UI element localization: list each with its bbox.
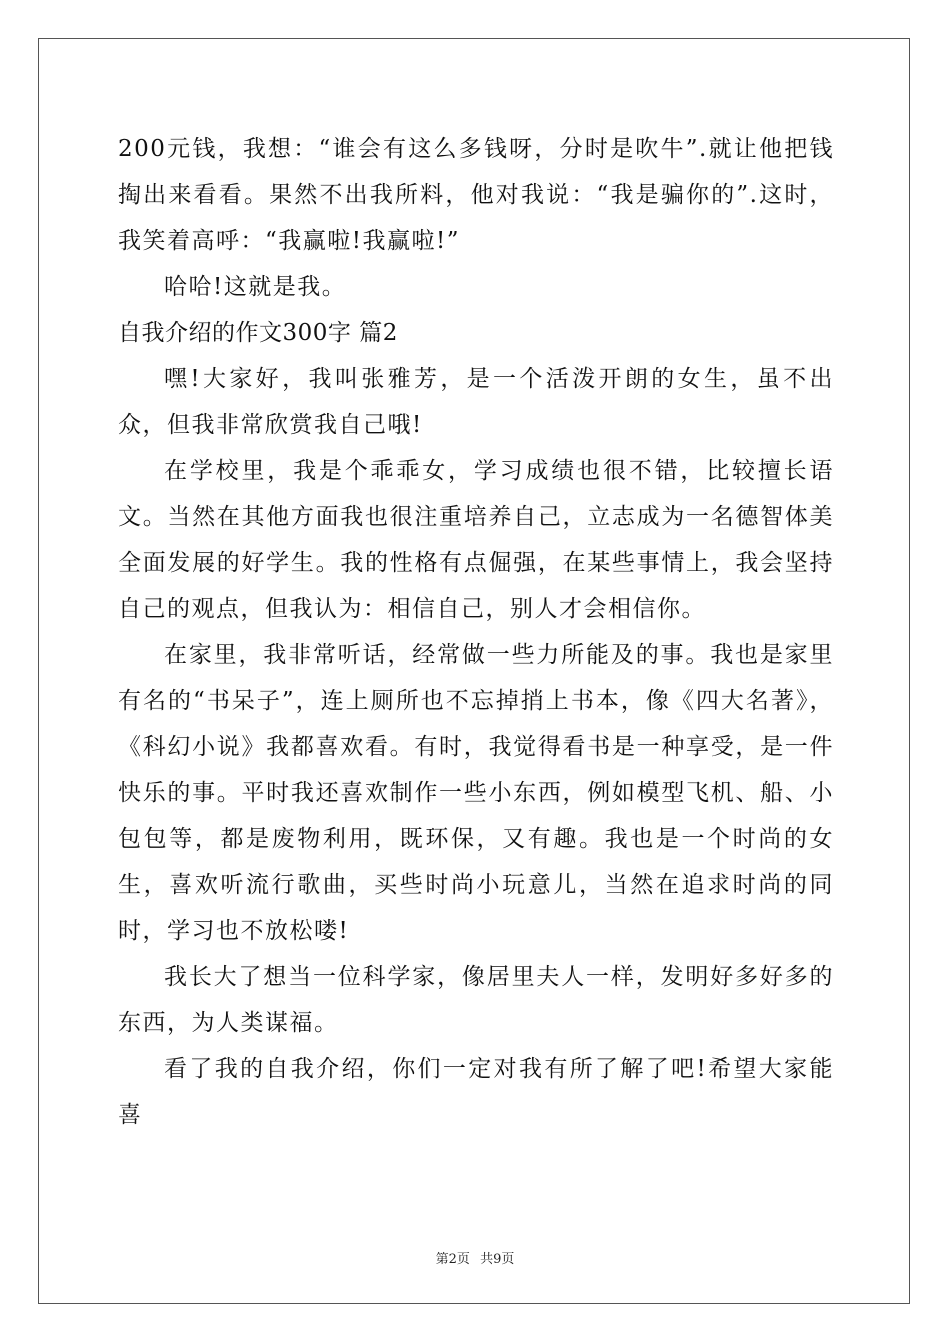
page-footer (0, 1248, 950, 1267)
page-total: 共9页 (480, 1252, 515, 1267)
section-title: 自我介绍的作文300字 篇2 (118, 320, 398, 346)
page-number: 第2页 (435, 1252, 470, 1267)
paragraph-5: 在家里，我非常听话，经常做一些力所能及的事。我也是家里有名的“书呆子”，连上厕所也不忘掉捎上书本，像《四大名著》，《科幻小说》我都喜欢看。有时，我觉得看书是一种享受，是一件快乐的事。平时我还喜欢制作一些小东西，例如模型飞机、船、小包包等，都是废物利用，既环保，又有趣。我也是一个时尚的女生，喜欢听流行歌曲，买些时尚小玩意儿，当然在追求时尚的同时，学习也不放松喽! (118, 642, 834, 944)
paragraph-3: 嘿!大家好，我叫张雅芳，是一个活泼开朗的女生，虽不出众，但我非常欣赏我自己哦! (118, 366, 834, 438)
paragraph-7: 看了我的自我介绍，你们一定对我有所了解了吧!希望大家能喜 (118, 1056, 834, 1128)
paragraph-6: 我长大了想当一位科学家，像居里夫人一样，发明好多好多的东西，为人类谋福。 (118, 964, 834, 1036)
paragraph-1: 200元钱，我想：“谁会有这么多钱呀，分时是吹牛”.就让他把钱掏出来看看。果然不出我所料，他对我说：“我是骗你的”.这时，我笑着高呼：“我赢啦!我赢啦!” (118, 136, 834, 254)
document-body (118, 126, 834, 1138)
paragraph-4: 在学校里，我是个乖乖女，学习成绩也很不错，比较擅长语文。当然在其他方面我也很注重培养自己，立志成为一名德智体美全面发展的好学生。我的性格有点倔强，在某些事情上，我会坚持自己的观点，但我认为：相信自己，别人才会相信你。 (118, 458, 834, 622)
paragraph-2: 哈哈!这就是我。 (164, 274, 347, 300)
